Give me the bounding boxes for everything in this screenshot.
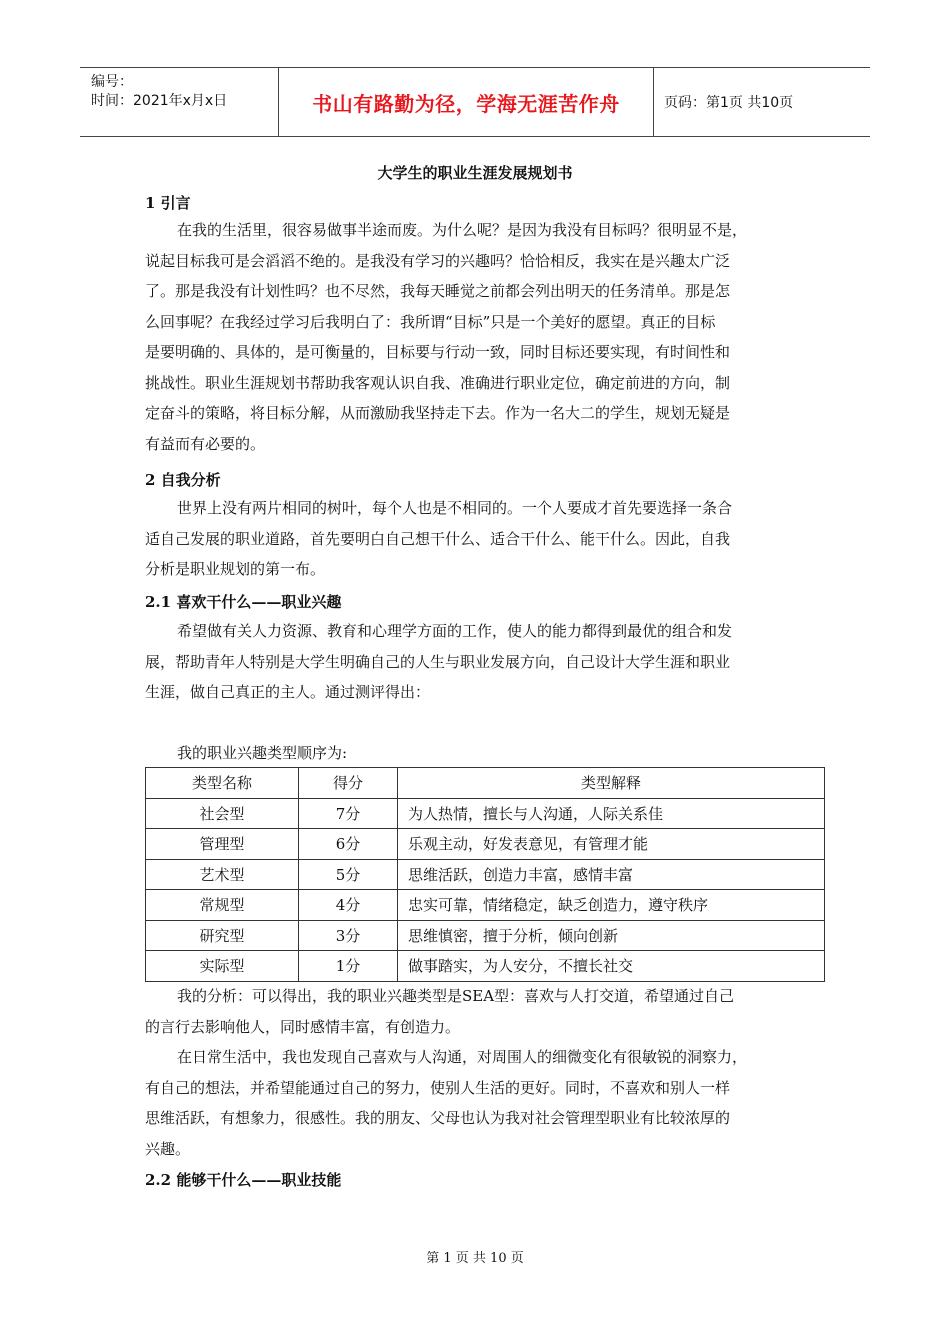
score-cell: 6分 [299, 829, 398, 860]
score-cell: 5分 [299, 859, 398, 890]
header-motto-cell [279, 68, 654, 136]
section-heading-self-analysis: 2 自我分析 [145, 471, 221, 489]
type-name-cell: 艺术型 [146, 859, 299, 890]
self-analysis-paragraph [145, 493, 817, 585]
text-line: 世界上没有两片相同的树叶，每个人也是不相同的。一个人要成才首先要选择一条合 [177, 499, 733, 517]
table-row [146, 859, 825, 890]
text-line: 我的分析：可以得出，我的职业兴趣类型是SEA型：喜欢与人打交道，希望通过自己 [177, 987, 735, 1005]
column-header-score: 得分 [299, 768, 398, 799]
explanation-cell: 为人热情，擅长与人沟通，人际关系佳 [398, 798, 825, 829]
text-line: 说起目标我可是会滔滔不绝的。是我没有学习的兴趣吗？恰恰相反，我实在是兴趣太广泛 [145, 251, 731, 270]
text-line: 分析是职业规划的第一布。 [145, 560, 326, 578]
type-name-cell: 实际型 [146, 951, 299, 982]
document-number-label: 编号： [91, 74, 133, 90]
explanation-cell: 做事踏实，为人安分，不擅长社交 [398, 951, 825, 982]
document-title: 大学生的职业生涯发展规划书 [377, 164, 573, 182]
section-heading-skills: 2.2 能够干什么——职业技能 [145, 1171, 342, 1189]
score-cell: 1分 [299, 951, 398, 982]
text-line: 定奋斗的策略，将目标分解，从而激励我坚持走下去。作为一名大二的学生，规划无疑是 [145, 404, 731, 422]
table-row [146, 951, 825, 982]
table-row [146, 829, 825, 860]
text-line: 是要明确的、具体的，是可衡量的，目标要与行动一致，同时目标还要实现，有时间性和 [145, 343, 731, 361]
type-name-cell: 常规型 [146, 890, 299, 921]
analysis-paragraph [145, 981, 817, 1042]
text-line: 么回事呢？在我经过学习后我明白了：我所谓“目标”只是一个美好的愿望。真正的目标 [145, 312, 716, 331]
table-caption: 我的职业兴趣类型顺序为: [177, 744, 348, 762]
text-line: 展，帮助青年人特别是大学生明确自己的人生与职业发展方向，自己设计大学生涯和职业 [145, 652, 731, 671]
page-footer: 第 1 页 共 10 页 [426, 1251, 524, 1266]
header-page-cell [654, 68, 870, 136]
text-line: 的言行去影响他人，同时感情丰富，有创造力。 [145, 1017, 461, 1036]
type-name-cell: 社会型 [146, 798, 299, 829]
text-line: 在日常生活中，我也发现自己喜欢与人沟通，对周围人的细微变化有很敏锐的洞察力， [177, 1048, 748, 1066]
type-name-cell: 管理型 [146, 829, 299, 860]
text-line: 了。那是我没有计划性吗？也不尽然，我每天睡觉之前都会列出明天的任务清单。那是怎 [145, 282, 731, 300]
column-header-explanation: 类型解释 [398, 768, 825, 799]
text-line: 有益而有必要的。 [145, 434, 266, 453]
interest-paragraph [145, 616, 817, 708]
text-line: 生涯，做自己真正的主人。通过测评得出： [145, 683, 431, 701]
table-row [146, 890, 825, 921]
text-line: 思维活跃，有想象力，很感性。我的朋友、父母也认为我对社会管理型职业有比较浓厚的 [145, 1109, 731, 1127]
column-header-type: 类型名称 [146, 768, 299, 799]
explanation-cell: 乐观主动，好发表意见，有管理才能 [398, 829, 825, 860]
header-meta [80, 68, 279, 136]
header-motto: 书山有路勤为径，学海无涯苦作舟 [312, 91, 620, 116]
score-cell: 4分 [299, 890, 398, 921]
explanation-cell: 忠实可靠，情绪稳定，缺乏创造力，遵守秩序 [398, 890, 825, 921]
score-cell: 3分 [299, 920, 398, 951]
section-heading-interest: 2.1 喜欢干什么——职业兴趣 [145, 593, 342, 611]
text-line: 有自己的想法，并希望能通过自己的努力，使别人生活的更好。同时，不喜欢和别人一样 [145, 1078, 731, 1097]
table-header-row [146, 768, 825, 799]
explanation-cell: 思维活跃，创造力丰富，感情丰富 [398, 859, 825, 890]
table-row [146, 920, 825, 951]
explanation-cell: 思维慎密，擅于分析，倾向创新 [398, 920, 825, 951]
section-heading-intro: 1 引言 [145, 194, 191, 212]
score-cell: 7分 [299, 798, 398, 829]
intro-paragraph [145, 215, 817, 459]
text-line: 在我的生活里，很容易做事半途而废。为什么呢？是因为我没有目标吗？很明显不是， [177, 221, 748, 239]
text-line: 适自己发展的职业道路，首先要明白自己想干什么、适合干什么、能干什么。因此，自我 [145, 529, 731, 548]
interest-type-table [145, 767, 825, 982]
type-name-cell: 研究型 [146, 920, 299, 951]
page-header [80, 67, 870, 137]
table-row [146, 798, 825, 829]
document-date: 时间：2021年x月x日 [91, 93, 228, 109]
daily-life-paragraph [145, 1042, 817, 1164]
text-line: 挑战性。职业生涯规划书帮助我客观认识自我、准确进行职业定位，确定前进的方向，制 [145, 373, 731, 392]
text-line: 兴趣。 [145, 1139, 191, 1158]
header-page-info: 页码：第1页 共10页 [664, 95, 794, 111]
text-line: 希望做有关人力资源、教育和心理学方面的工作，使人的能力都得到最优的组合和发 [177, 622, 733, 640]
